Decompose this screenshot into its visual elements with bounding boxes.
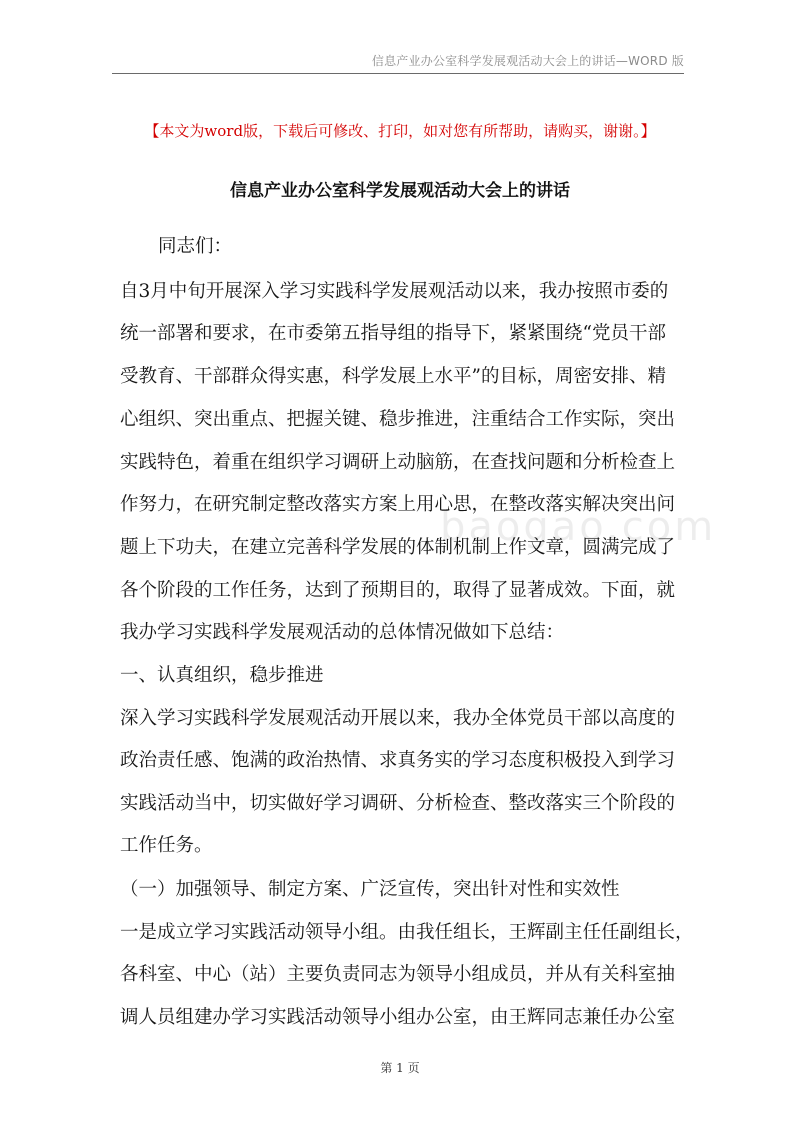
watermark: baogao.com — [440, 504, 717, 550]
body-line: 工作任务。 — [120, 835, 213, 856]
body-line: 作努力，在研究制定整改落实方案上用心思，在整改落实解决突出问 — [120, 494, 676, 515]
header-divider — [112, 73, 684, 74]
page-number: 第 1 页 — [380, 1061, 420, 1075]
body-line: 实践活动当中，切实做好学习调研、分析检查、整改落实三个阶段的 — [120, 793, 676, 814]
body-line: 自3月中旬开展深入学习实践科学发展观活动以来，我办按照市委的 — [120, 281, 669, 302]
body-line: 题上下功夫，在建立完善科学发展的体制机制上作文章，圆满完成了 — [120, 537, 676, 558]
body-line: 我办学习实践科学发展观活动的总体情况做如下总结： — [120, 622, 565, 643]
body-line: 各科室、中心（站）主要负责同志为领导小组成员，并从有关科室抽 — [120, 964, 676, 985]
body-line: 一是成立学习实践活动领导小组。由我任组长，王辉副主任任副组长， — [120, 922, 694, 943]
body-line: 统一部署和要求，在市委第五指导组的指导下，紧紧围绕“党员干部 — [120, 323, 666, 344]
body-line: 受教育、干部群众得实惠，科学发展上水平”的目标，周密安排、精 — [120, 366, 666, 387]
body-line: 深入学习实践科学发展观活动开展以来，我办全体党员干部以高度的 — [120, 708, 676, 729]
body-line: 各个阶段的工作任务，达到了预期目的，取得了显著成效。下面，就 — [120, 580, 676, 601]
body-line: 调人员组建办学习实践活动领导小组办公室，由王辉同志兼任办公室 — [120, 1007, 676, 1028]
purchase-notice: 【本文为word版，下载后可修改、打印，如对您有所帮助，请购买，谢谢。】 — [144, 122, 656, 140]
salutation: 同志们： — [158, 236, 233, 257]
subsection-heading: （一）加强领导、制定方案、广泛宣传，突出针对性和实效性 — [120, 879, 620, 900]
document-title: 信息产业办公室科学发展观活动大会上的讲话 — [230, 181, 570, 201]
running-header: 信息产业办公室科学发展观活动大会上的讲话—WORD 版 — [371, 54, 684, 68]
body-line: 政治责任感、饱满的政治热情、求真务实的学习态度积极投入到学习 — [120, 750, 676, 771]
section-heading: 一、认真组织，稳步推进 — [120, 665, 324, 686]
body-line: 心组织、突出重点、把握关键、稳步推进，注重结合工作实际，突出 — [120, 409, 676, 430]
body-line: 实践特色，着重在组织学习调研上动脑筋，在查找问题和分析检查上 — [120, 452, 676, 473]
